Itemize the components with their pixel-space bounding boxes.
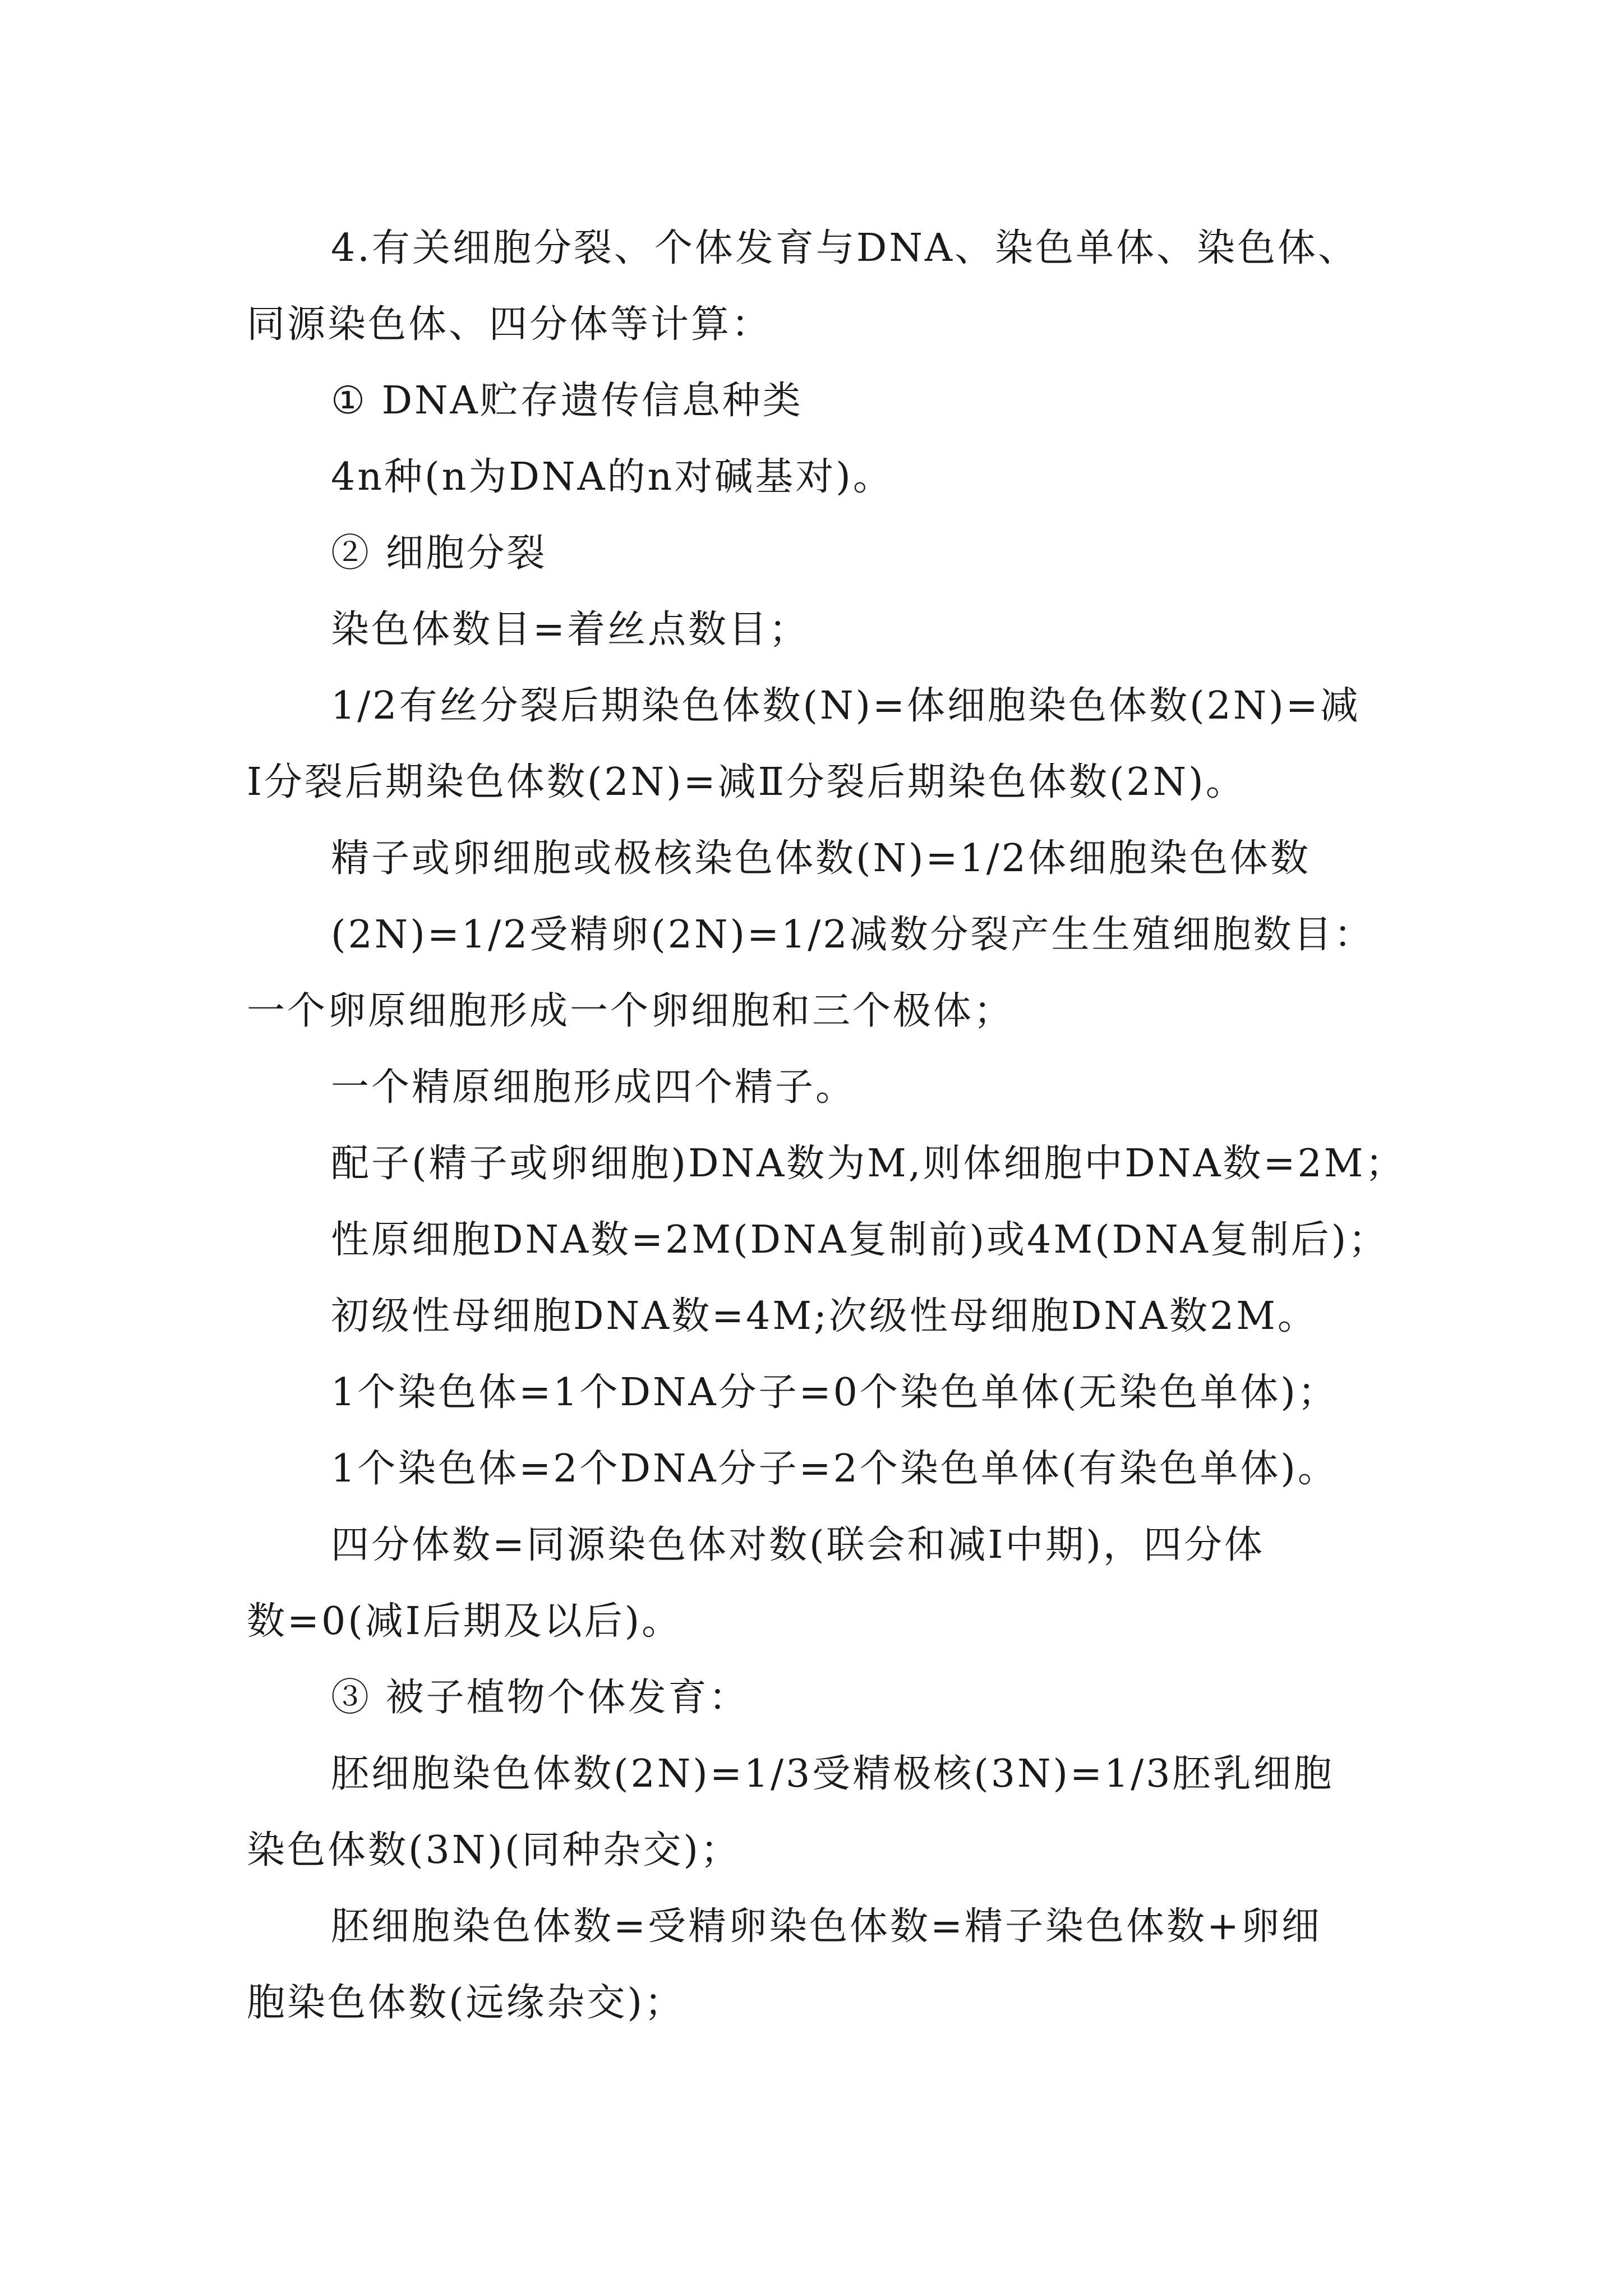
- text-line: 4.有关细胞分裂、个体发育与DNA、染色单体、染色体、: [331, 226, 1359, 270]
- text-line: 一个卵原细胞形成一个卵细胞和三个极体；: [247, 989, 1015, 1033]
- text-line: 4n种(n为DNA的n对碱基对)。: [331, 455, 893, 499]
- text-line: ③ 被子植物个体发育：: [331, 1676, 749, 1720]
- text-line: 胚细胞染色体数(2N)=1/3受精极核(3N)=1/3胚乳细胞: [331, 1752, 1334, 1796]
- text-line: 同源染色体、四分体等计算：: [247, 302, 772, 347]
- text-line: 数=0(减Ⅰ后期及以后)。: [247, 1599, 683, 1644]
- text-line: 染色体数(3N)(同种杂交)；: [247, 1828, 741, 1872]
- text-line: ① DNA贮存遗传信息种类: [331, 379, 803, 423]
- text-line: 一个精原细胞形成四个精子。: [331, 1065, 856, 1110]
- text-line: 四分体数=同源染色体对数(联会和减Ⅰ中期)，四分体: [331, 1523, 1265, 1567]
- text-line: 性原细胞DNA数=2M(DNA复制前)或4M(DNA复制后)；: [331, 1218, 1389, 1262]
- text-line: 胞染色体数(远缘杂交)；: [247, 1981, 685, 2025]
- text-line: (2N)=1/2受精卵(2N)=1/2减数分裂产生生殖细胞数目：: [331, 913, 1375, 957]
- text-line: 染色体数目=着丝点数目；: [331, 608, 809, 652]
- text-line: 1/2有丝分裂后期染色体数(N)=体细胞染色体数(2N)=减: [331, 684, 1361, 728]
- text-line: Ⅰ分裂后期染色体数(2N)=减Ⅱ分裂后期染色体数(2N)。: [247, 760, 1246, 804]
- text-line: 初级性母细胞DNA数=4M;次级性母细胞DNA数2M。: [331, 1294, 1318, 1338]
- text-line: 配子(精子或卵细胞)DNA数为M,则体细胞中DNA数=2M；: [331, 1142, 1406, 1186]
- text-line: 胚细胞染色体数=受精卵染色体数=精子染色体数+卵细: [331, 1904, 1322, 1949]
- document-body: [247, 210, 1408, 2041]
- text-line: 1个染色体=1个DNA分子=0个染色单体(无染色单体)；: [331, 1370, 1338, 1415]
- text-line: 精子或卵细胞或极核染色体数(N)=1/2体细胞染色体数: [331, 836, 1311, 881]
- text-line: ② 细胞分裂: [331, 531, 547, 576]
- text-line: 1个染色体=2个DNA分子=2个染色单体(有染色单体)。: [331, 1447, 1338, 1491]
